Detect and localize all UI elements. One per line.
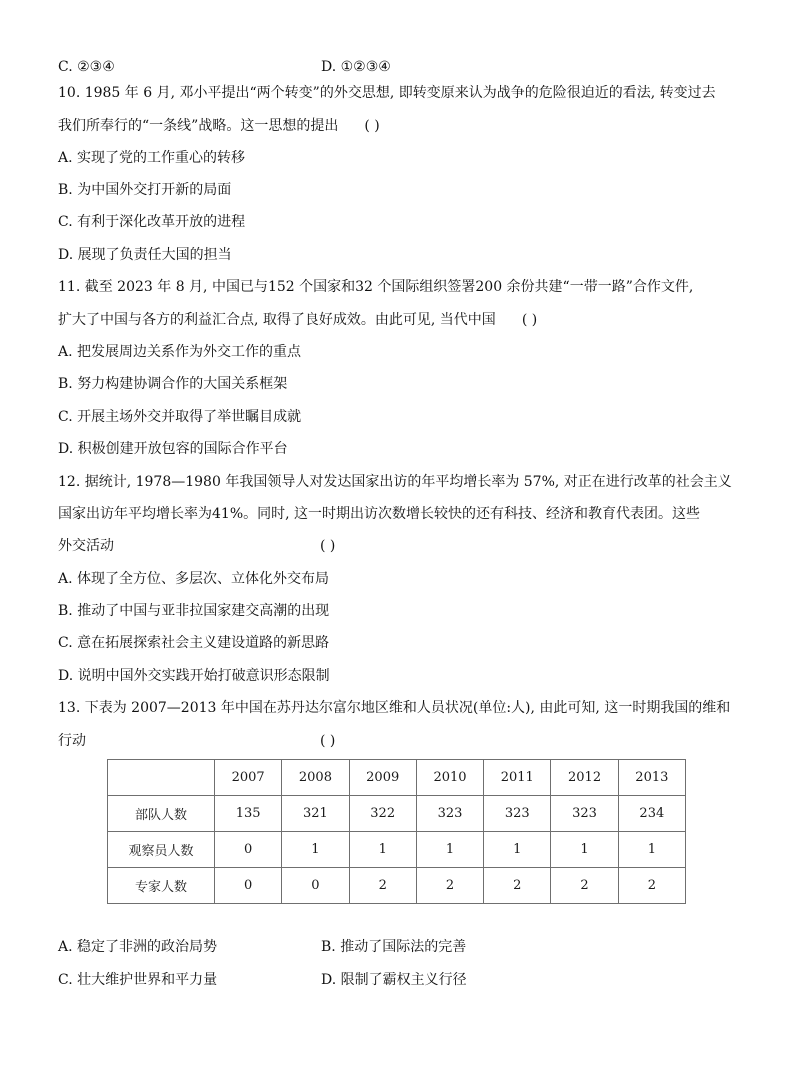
table-cell: 323 — [551, 796, 618, 832]
table-year-cell: 2010 — [416, 760, 483, 796]
table-row — [108, 832, 686, 868]
table-cell: 322 — [349, 796, 416, 832]
table-year-cell: 2007 — [215, 760, 282, 796]
q11-stem-text: 扩大了中国与各方的利益汇合点, 取得了良好成效。由此可见, 当代中国 — [58, 312, 496, 328]
table-year-cell: 2012 — [551, 760, 618, 796]
table-cell: 2 — [484, 868, 551, 904]
table-row-label: 观察员人数 — [108, 832, 215, 868]
table-year-cell: 2009 — [349, 760, 416, 796]
q12-option-d: D. 说明中国外交实践开始打破意识形态限制 — [58, 668, 330, 684]
table-cell: 1 — [349, 832, 416, 868]
q13-option-c: C. 壮大维护世界和平力量 — [58, 972, 218, 988]
table-cell: 0 — [215, 832, 282, 868]
q13-answer-blank: ( ) — [320, 733, 336, 749]
table-cell: 321 — [282, 796, 349, 832]
table-cell: 323 — [484, 796, 551, 832]
q11-stem-line2 — [58, 310, 537, 330]
table-corner-cell — [108, 760, 215, 796]
q11-answer-blank: ( ) — [521, 312, 538, 328]
option-d-prev: D. ①②③④ — [321, 59, 391, 75]
q10-option-c: C. 有利于深化改革开放的进程 — [58, 214, 246, 230]
q11-option-b: B. 努力构建协调合作的大国关系框架 — [58, 376, 288, 392]
table-cell: 2 — [416, 868, 483, 904]
q10-option-d: D. 展现了负责任大国的担当 — [58, 247, 232, 263]
option-c-prev: C. ②③④ — [58, 59, 115, 75]
table-header-row — [108, 760, 686, 796]
q10-stem-line2 — [58, 116, 380, 136]
q12-answer-blank: ( ) — [320, 538, 336, 554]
q10-option-b: B. 为中国外交打开新的局面 — [58, 182, 232, 198]
table-cell: 234 — [618, 796, 685, 832]
q13-option-b: B. 推动了国际法的完善 — [321, 939, 467, 955]
q12-option-b: B. 推动了中国与亚非拉国家建交高潮的出现 — [58, 603, 330, 619]
q13-stem-line2: 行动 — [58, 733, 86, 749]
table-year-cell: 2011 — [484, 760, 551, 796]
q11-option-d: D. 积极创建开放包容的国际合作平台 — [58, 441, 288, 457]
table-cell: 1 — [484, 832, 551, 868]
table-row-label: 专家人数 — [108, 868, 215, 904]
table-cell: 1 — [618, 832, 685, 868]
table-year-cell: 2013 — [618, 760, 685, 796]
q12-option-c: C. 意在拓展探索社会主义建设道路的新思路 — [58, 635, 330, 651]
table-row-label: 部队人数 — [108, 796, 215, 832]
q11-stem-line1: 11. 截至 2023 年 8 月, 中国已与152 个国家和32 个国际组织签署200 余份共建“一带一路”合作文件, — [58, 279, 694, 295]
q12-stem-line2: 国家出访年平均增长率为41%。同时, 这一时期出访次数增长较快的还有科技、经济和教育代表团。这些 — [58, 506, 701, 522]
q10-answer-blank: ( ) — [364, 118, 380, 134]
table-cell: 0 — [215, 868, 282, 904]
table-row — [108, 868, 686, 904]
table-cell: 2 — [551, 868, 618, 904]
q12-stem-line1: 12. 据统计, 1978—1980 年我国领导人对发达国家出访的年平均增长率为 57%, 对正在进行改革的社会主义 — [58, 474, 732, 490]
q10-option-a: A. 实现了党的工作重心的转移 — [58, 150, 246, 166]
peacekeeping-table — [107, 759, 686, 904]
table-cell: 2 — [618, 868, 685, 904]
table-year-cell: 2008 — [282, 760, 349, 796]
q12-option-a: A. 体现了全方位、多层次、立体化外交布局 — [58, 571, 330, 587]
table-row — [108, 796, 686, 832]
q11-option-c: C. 开展主场外交并取得了举世瞩目成就 — [58, 409, 302, 425]
q10-stem-line1: 10. 1985 年 6 月, 邓小平提出“两个转变”的外交思想, 即转变原来认为战争的危险很迫近的看法, 转变过去 — [58, 85, 716, 101]
table-cell: 135 — [215, 796, 282, 832]
table-cell: 2 — [349, 868, 416, 904]
table-cell: 1 — [551, 832, 618, 868]
q13-option-d: D. 限制了霸权主义行径 — [321, 972, 467, 988]
table-cell: 0 — [282, 868, 349, 904]
table-cell: 1 — [416, 832, 483, 868]
q12-stem-line3: 外交活动 — [58, 538, 114, 554]
q13-stem-line1: 13. 下表为 2007—2013 年中国在苏丹达尔富尔地区维和人员状况(单位:人), 由此可知, 这一时期我国的维和 — [58, 700, 731, 716]
table-cell: 323 — [416, 796, 483, 832]
q11-option-a: A. 把发展周边关系作为外交工作的重点 — [58, 344, 302, 360]
table-cell: 1 — [282, 832, 349, 868]
q13-option-a: A. 稳定了非洲的政治局势 — [58, 939, 218, 955]
q10-stem-text: 我们所奉行的“一条线”战略。这一思想的提出 — [58, 118, 339, 134]
